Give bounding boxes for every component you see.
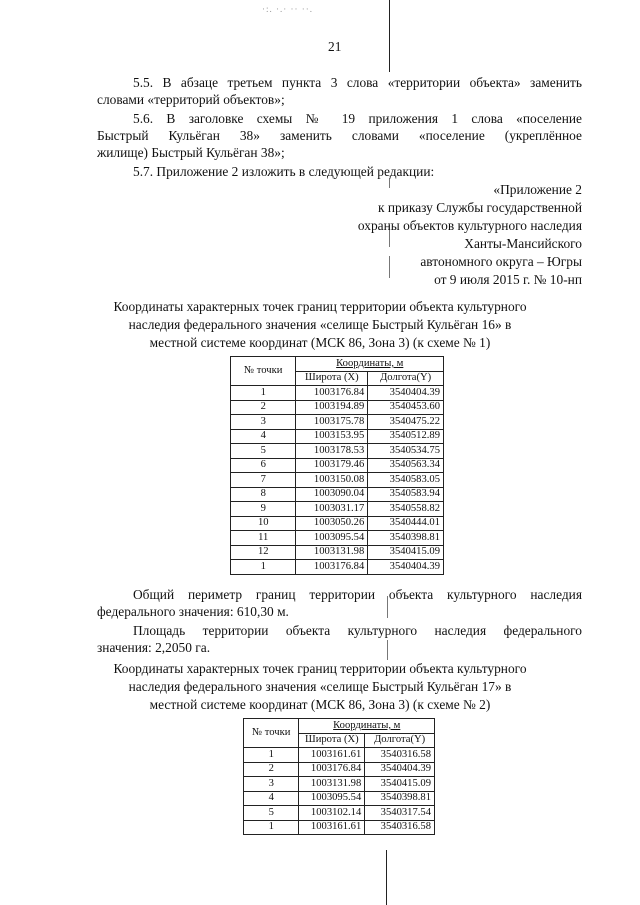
cell-latitude: 1003131.98 xyxy=(296,545,368,560)
table-header-row xyxy=(244,719,435,734)
paragraph-5-5-line-1: 5.5. В абзаце третьем пункта 3 слова «территории объекта» заменить xyxy=(133,75,582,90)
appendix-header-line-2: к приказу Службы государственной xyxy=(378,200,582,215)
cell-longitude: 3540316.58 xyxy=(365,748,435,763)
cell-latitude: 1003179.46 xyxy=(296,458,368,473)
section2-title-line-2: наследия федерального значения «селище Быстрый Кульёган 17» в xyxy=(128,679,512,694)
cell-point-number: 5 xyxy=(244,806,299,821)
cell-longitude: 3540404.39 xyxy=(368,560,444,575)
column-header-latitude: Широта (X) xyxy=(299,733,365,748)
table-header-row xyxy=(231,357,444,372)
cell-latitude: 1003161.61 xyxy=(299,748,365,763)
cell-point-number: 4 xyxy=(231,429,296,444)
paragraph-5-6-line-2: Быстрый Кульёган 38» заменить словами «поселение (укреплённое xyxy=(97,128,582,143)
scan-noise: ·:. ·.· ·· ··. xyxy=(262,4,313,14)
perimeter-line-2: федерального значения: 610,30 м. xyxy=(97,604,289,619)
page-number: 21 xyxy=(328,39,342,54)
cell-longitude: 3540415.09 xyxy=(368,545,444,560)
table-row xyxy=(244,762,435,777)
binding-line-mark-5 xyxy=(387,640,388,660)
cell-latitude: 1003161.61 xyxy=(299,820,365,835)
cell-latitude: 1003176.84 xyxy=(296,560,368,575)
cell-point-number: 12 xyxy=(231,545,296,560)
table-row xyxy=(231,386,444,401)
cell-longitude: 3540534.75 xyxy=(368,444,444,459)
coordinates-table-1 xyxy=(230,356,444,575)
column-header-coordinates: Координаты, м xyxy=(299,719,435,734)
cell-latitude: 1003175.78 xyxy=(296,415,368,430)
cell-latitude: 1003178.53 xyxy=(296,444,368,459)
table-row xyxy=(231,415,444,430)
cell-point-number: 1 xyxy=(231,560,296,575)
cell-latitude: 1003102.14 xyxy=(299,806,365,821)
cell-longitude: 3540317.54 xyxy=(365,806,435,821)
section2-title-line-3: местной системе координат (МСК 86, Зона 3) (к схеме № 2) xyxy=(149,697,491,712)
appendix-header-line-4: Ханты-Мансийского xyxy=(464,236,582,251)
table-row xyxy=(231,473,444,488)
table-row xyxy=(231,502,444,517)
paragraph-5-6-line-3: жилище) Быстрый Кульёган 38»; xyxy=(97,145,285,160)
paragraph-5-5-line-2: словами «территорий объектов»; xyxy=(97,92,285,107)
cell-point-number: 6 xyxy=(231,458,296,473)
section1-title-line-3: местной системе координат (МСК 86, Зона 3) (к схеме № 1) xyxy=(149,335,491,350)
column-header-point: № точки xyxy=(231,357,296,386)
column-header-longitude: Долгота(Y) xyxy=(365,733,435,748)
column-header-longitude: Долгота(Y) xyxy=(368,371,444,386)
cell-latitude: 1003176.84 xyxy=(299,762,365,777)
cell-latitude: 1003131.98 xyxy=(299,777,365,792)
cell-latitude: 1003031.17 xyxy=(296,502,368,517)
binding-line-top xyxy=(389,0,390,72)
cell-latitude: 1003090.04 xyxy=(296,487,368,502)
table-row xyxy=(231,429,444,444)
cell-latitude: 1003050.26 xyxy=(296,516,368,531)
area-line-2: значения: 2,2050 га. xyxy=(97,640,211,655)
cell-point-number: 2 xyxy=(231,400,296,415)
cell-point-number: 7 xyxy=(231,473,296,488)
cell-longitude: 3540583.94 xyxy=(368,487,444,502)
section1-title-line-1: Координаты характерных точек границ территории объекта культурного xyxy=(113,299,527,314)
table-row xyxy=(231,531,444,546)
column-header-latitude: Широта (X) xyxy=(296,371,368,386)
appendix-header-line-5: автономного округа – Югры xyxy=(420,254,582,269)
paragraph-5-7-line-1: 5.7. Приложение 2 изложить в следующей редакции: xyxy=(133,164,435,179)
table-row xyxy=(244,806,435,821)
section2-title-line-1: Координаты характерных точек границ территории объекта культурного xyxy=(113,661,527,676)
cell-longitude: 3540398.81 xyxy=(365,791,435,806)
cell-longitude: 3540404.39 xyxy=(365,762,435,777)
appendix-header-line-3: охраны объектов культурного наследия xyxy=(357,218,582,233)
cell-point-number: 8 xyxy=(231,487,296,502)
cell-latitude: 1003150.08 xyxy=(296,473,368,488)
paragraph-5-6-line-1: 5.6. В заголовке схемы № 19 приложения 1 слова «поселение xyxy=(133,111,582,126)
table-row xyxy=(231,545,444,560)
table-row xyxy=(231,444,444,459)
cell-longitude: 3540404.39 xyxy=(368,386,444,401)
cell-longitude: 3540415.09 xyxy=(365,777,435,792)
table-row xyxy=(244,791,435,806)
table-row xyxy=(231,458,444,473)
coordinates-table-2 xyxy=(243,718,435,835)
cell-longitude: 3540583.05 xyxy=(368,473,444,488)
cell-point-number: 9 xyxy=(231,502,296,517)
cell-point-number: 3 xyxy=(231,415,296,430)
area-line-1: Площадь территории объекта культурного наследия федерального xyxy=(133,623,582,638)
cell-longitude: 3540444.01 xyxy=(368,516,444,531)
table-row xyxy=(231,400,444,415)
appendix-header-line-6: от 9 июля 2015 г. № 10-нп xyxy=(434,272,582,287)
perimeter-line-1: Общий периметр границ территории объекта культурного наследия xyxy=(133,587,582,602)
cell-latitude: 1003095.54 xyxy=(299,791,365,806)
cell-point-number: 4 xyxy=(244,791,299,806)
table-row xyxy=(231,487,444,502)
cell-longitude: 3540558.82 xyxy=(368,502,444,517)
column-header-point: № точки xyxy=(244,719,299,748)
cell-point-number: 1 xyxy=(244,820,299,835)
cell-point-number: 10 xyxy=(231,516,296,531)
cell-longitude: 3540563.34 xyxy=(368,458,444,473)
cell-point-number: 1 xyxy=(244,748,299,763)
cell-latitude: 1003194.89 xyxy=(296,400,368,415)
cell-point-number: 5 xyxy=(231,444,296,459)
cell-longitude: 3540453.60 xyxy=(368,400,444,415)
table-row xyxy=(231,560,444,575)
appendix-header-line-1: «Приложение 2 xyxy=(493,182,582,197)
cell-longitude: 3540316.58 xyxy=(365,820,435,835)
cell-latitude: 1003176.84 xyxy=(296,386,368,401)
table-row xyxy=(244,777,435,792)
cell-latitude: 1003095.54 xyxy=(296,531,368,546)
cell-longitude: 3540475.22 xyxy=(368,415,444,430)
cell-point-number: 1 xyxy=(231,386,296,401)
table-row xyxy=(244,820,435,835)
cell-latitude: 1003153.95 xyxy=(296,429,368,444)
cell-point-number: 11 xyxy=(231,531,296,546)
cell-point-number: 2 xyxy=(244,762,299,777)
table-row xyxy=(244,748,435,763)
binding-line-bottom xyxy=(386,850,387,905)
table-row xyxy=(231,516,444,531)
cell-longitude: 3540512.89 xyxy=(368,429,444,444)
cell-point-number: 3 xyxy=(244,777,299,792)
cell-longitude: 3540398.81 xyxy=(368,531,444,546)
section1-title-line-2: наследия федерального значения «селище Быстрый Кульёган 16» в xyxy=(128,317,512,332)
column-header-coordinates: Координаты, м xyxy=(296,357,444,372)
